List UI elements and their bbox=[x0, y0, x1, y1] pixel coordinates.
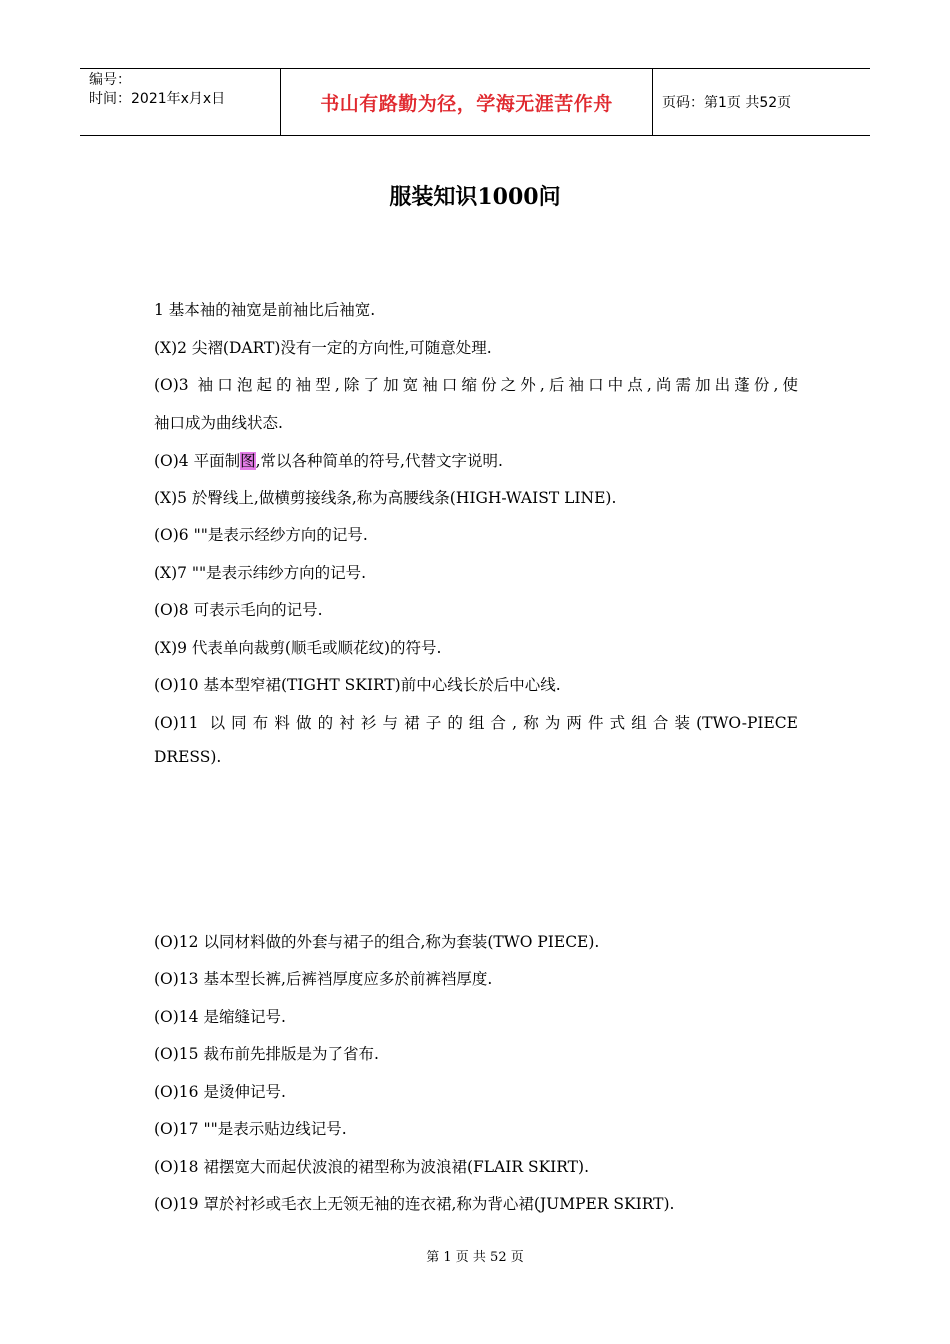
text-line-20: (O)18 裙摆宽大而起伏波浪的裙型称为波浪裙(FLAIR SKIRT). bbox=[154, 1158, 589, 1176]
text-line-14: (O)12 以同材料做的外套与裙子的组合,称为套装(TWO PIECE). bbox=[154, 933, 600, 951]
text-line-8: (X)7 ""是表示纬纱方向的记号. bbox=[154, 564, 367, 582]
highlighted-word: 图 bbox=[240, 452, 256, 470]
text-line-19: (O)17 ""是表示贴边线记号. bbox=[154, 1120, 347, 1138]
text-line-18: (O)16 是烫伸记号. bbox=[154, 1083, 286, 1101]
text-line-16: (O)14 是缩缝记号. bbox=[154, 1008, 286, 1026]
text-line-4: 袖口成为曲线状态. bbox=[154, 414, 283, 432]
text-line-13: DRESS). bbox=[154, 748, 222, 766]
text-segment: ,常以各种简单的符号,代替文字说明. bbox=[255, 452, 503, 470]
header-table bbox=[80, 68, 870, 136]
text-line-5 bbox=[154, 449, 503, 471]
text-segment: (O)4 平面制 bbox=[154, 452, 241, 470]
time-label: 时间：2021年x月x日 bbox=[89, 91, 226, 107]
text-line-12: (O)11 以同布料做的衬衫与裙子的组合,称为两件式组合装(TWO-PIECE bbox=[154, 714, 798, 732]
text-line-1: 1 基本袖的袖宽是前袖比后袖宽. bbox=[154, 301, 376, 319]
text-line-3: (O)3 袖口泡起的袖型,除了加宽袖口缩份之外,后袖口中点,尚需加出蓬份,使 bbox=[154, 376, 798, 394]
text-line-6: (X)5 於臀线上,做横剪接线条,称为高腰线条(HIGH-WAIST LINE). bbox=[154, 489, 617, 507]
text-line-9: (O)8 可表示毛向的记号. bbox=[154, 601, 323, 619]
text-line-7: (O)6 ""是表示经纱方向的记号. bbox=[154, 526, 368, 544]
text-line-15: (O)13 基本型长裤,后裤裆厚度应多於前裤裆厚度. bbox=[154, 970, 493, 988]
text-line-11: (O)10 基本型窄裙(TIGHT SKIRT)前中心线长於后中心线. bbox=[154, 676, 561, 694]
text-line-2: (X)2 尖褶(DART)没有一定的方向性,可随意处理. bbox=[154, 339, 492, 357]
text-line-17: (O)15 裁布前先排版是为了省布. bbox=[154, 1045, 379, 1063]
text-line-21: (O)19 罩於衬衫或毛衣上无领无袖的连衣裙,称为背心裙(JUMPER SKIRT). bbox=[154, 1195, 675, 1213]
motto-cell bbox=[280, 69, 653, 135]
page-info-cell bbox=[653, 69, 870, 135]
page-info: 页码：第1页 共52页 bbox=[662, 95, 792, 111]
motto-text: 书山有路勤为径，学海无涯苦作舟 bbox=[320, 92, 613, 115]
number-label: 编号： bbox=[89, 72, 131, 88]
text-line-10: (X)9 代表单向裁剪(顺毛或顺花纹)的符号. bbox=[154, 639, 442, 657]
document-title: 服装知识1000问 bbox=[389, 184, 561, 210]
header-meta-cell bbox=[80, 69, 280, 135]
page-footer: 第 1 页 共 52 页 bbox=[426, 1250, 524, 1265]
